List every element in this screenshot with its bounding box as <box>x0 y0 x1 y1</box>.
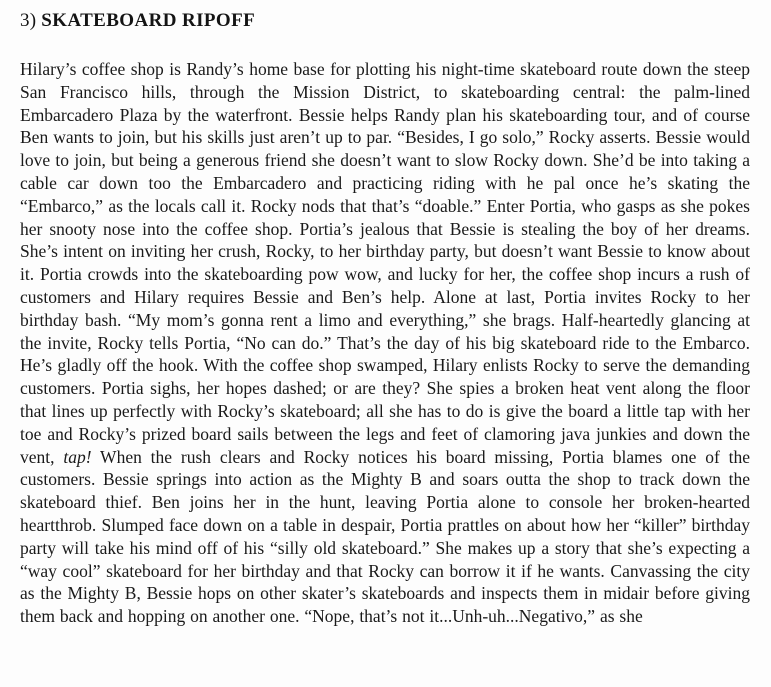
section-heading <box>20 9 750 32</box>
synopsis-paragraph <box>20 58 750 628</box>
paragraph-text-before-tap: Hilary’s coffee shop is Randy’s home base for plotting his night-time skateboard route down the steep San Francisco hills, through the Mission District, to skateboarding central: the palm-lined Embarcadero Plaza by the waterfront. Bessie helps Randy plan his skateboarding tour, and of course Ben wants to join, but his skills just aren’t up to par. “Besides, I go solo,” Rocky asserts. Bessie would love to join, but being a generous friend she doesn’t want to slow Rocky down. She’d be into taking a cable car down too the Embarcadero and practicing riding with he pal once he’s skating the “Embarco,” as the locals call it. Rocky nods that that’s “doable.” Enter Portia, who gasps as she pokes her snooty nose into the coffee shop. Portia’s jealous that Bessie is stealing the boy of her dreams. She’s intent on inviting her crush, Rocky, to her birthday party, but doesn’t want Bessie to know about it. Portia crowds into the skateboarding pow wow, and lucky for her, the coffee shop incurs a rush of customers and Hilary requires Bessie and Ben’s help. Alone at last, Portia invites Rocky to her birthday bash. “My mom’s gonna rent a limo and everything,” she brags. Half-heartedly glancing at the invite, Rocky tells Portia, “No can do.” That’s the day of his big skateboard ride to the Embarco. He’s gladly off the hook. With the coffee shop swamped, Hilary enlists Rocky to serve the demanding customers. Portia sighs, her hopes dashed; or are they? She spies a broken heat vent along the floor that lines up perfectly with Rocky’s skateboard; all she has to do is give the board a little tap with her toe and Rocky’s prized board sails between the legs and feet of clamoring java junkies and down the vent, <box>20 59 750 467</box>
section-number: 3) <box>20 10 37 31</box>
paragraph-text-after-tap: When the rush clears and Rocky notices his board missing, Portia blames one of the customers. Bessie springs into action as the Mighty B and soars outta the shop to track down the skateboard thief. Ben joins her in the hunt, leaving Portia alone to console her broken-hearted heartthrob. Slumped face down on a table in despair, Portia prattles on about how her “killer” birthday party will take his mind off of his “silly old skateboard.” She makes up a story that she’s expecting a “way cool” skateboard for her birthday and that Rocky can borrow it if he wants. Canvassing the city as the Mighty B, Bessie hops on other skater’s skateboards and inspects them in midair before giving them back and hopping on another one. “Nope, that’s not it...Unh-uh...Negativo,” as she <box>20 446 750 627</box>
tap-italic-word: tap! <box>63 446 92 467</box>
section-title: SKATEBOARD RIPOFF <box>41 10 256 31</box>
